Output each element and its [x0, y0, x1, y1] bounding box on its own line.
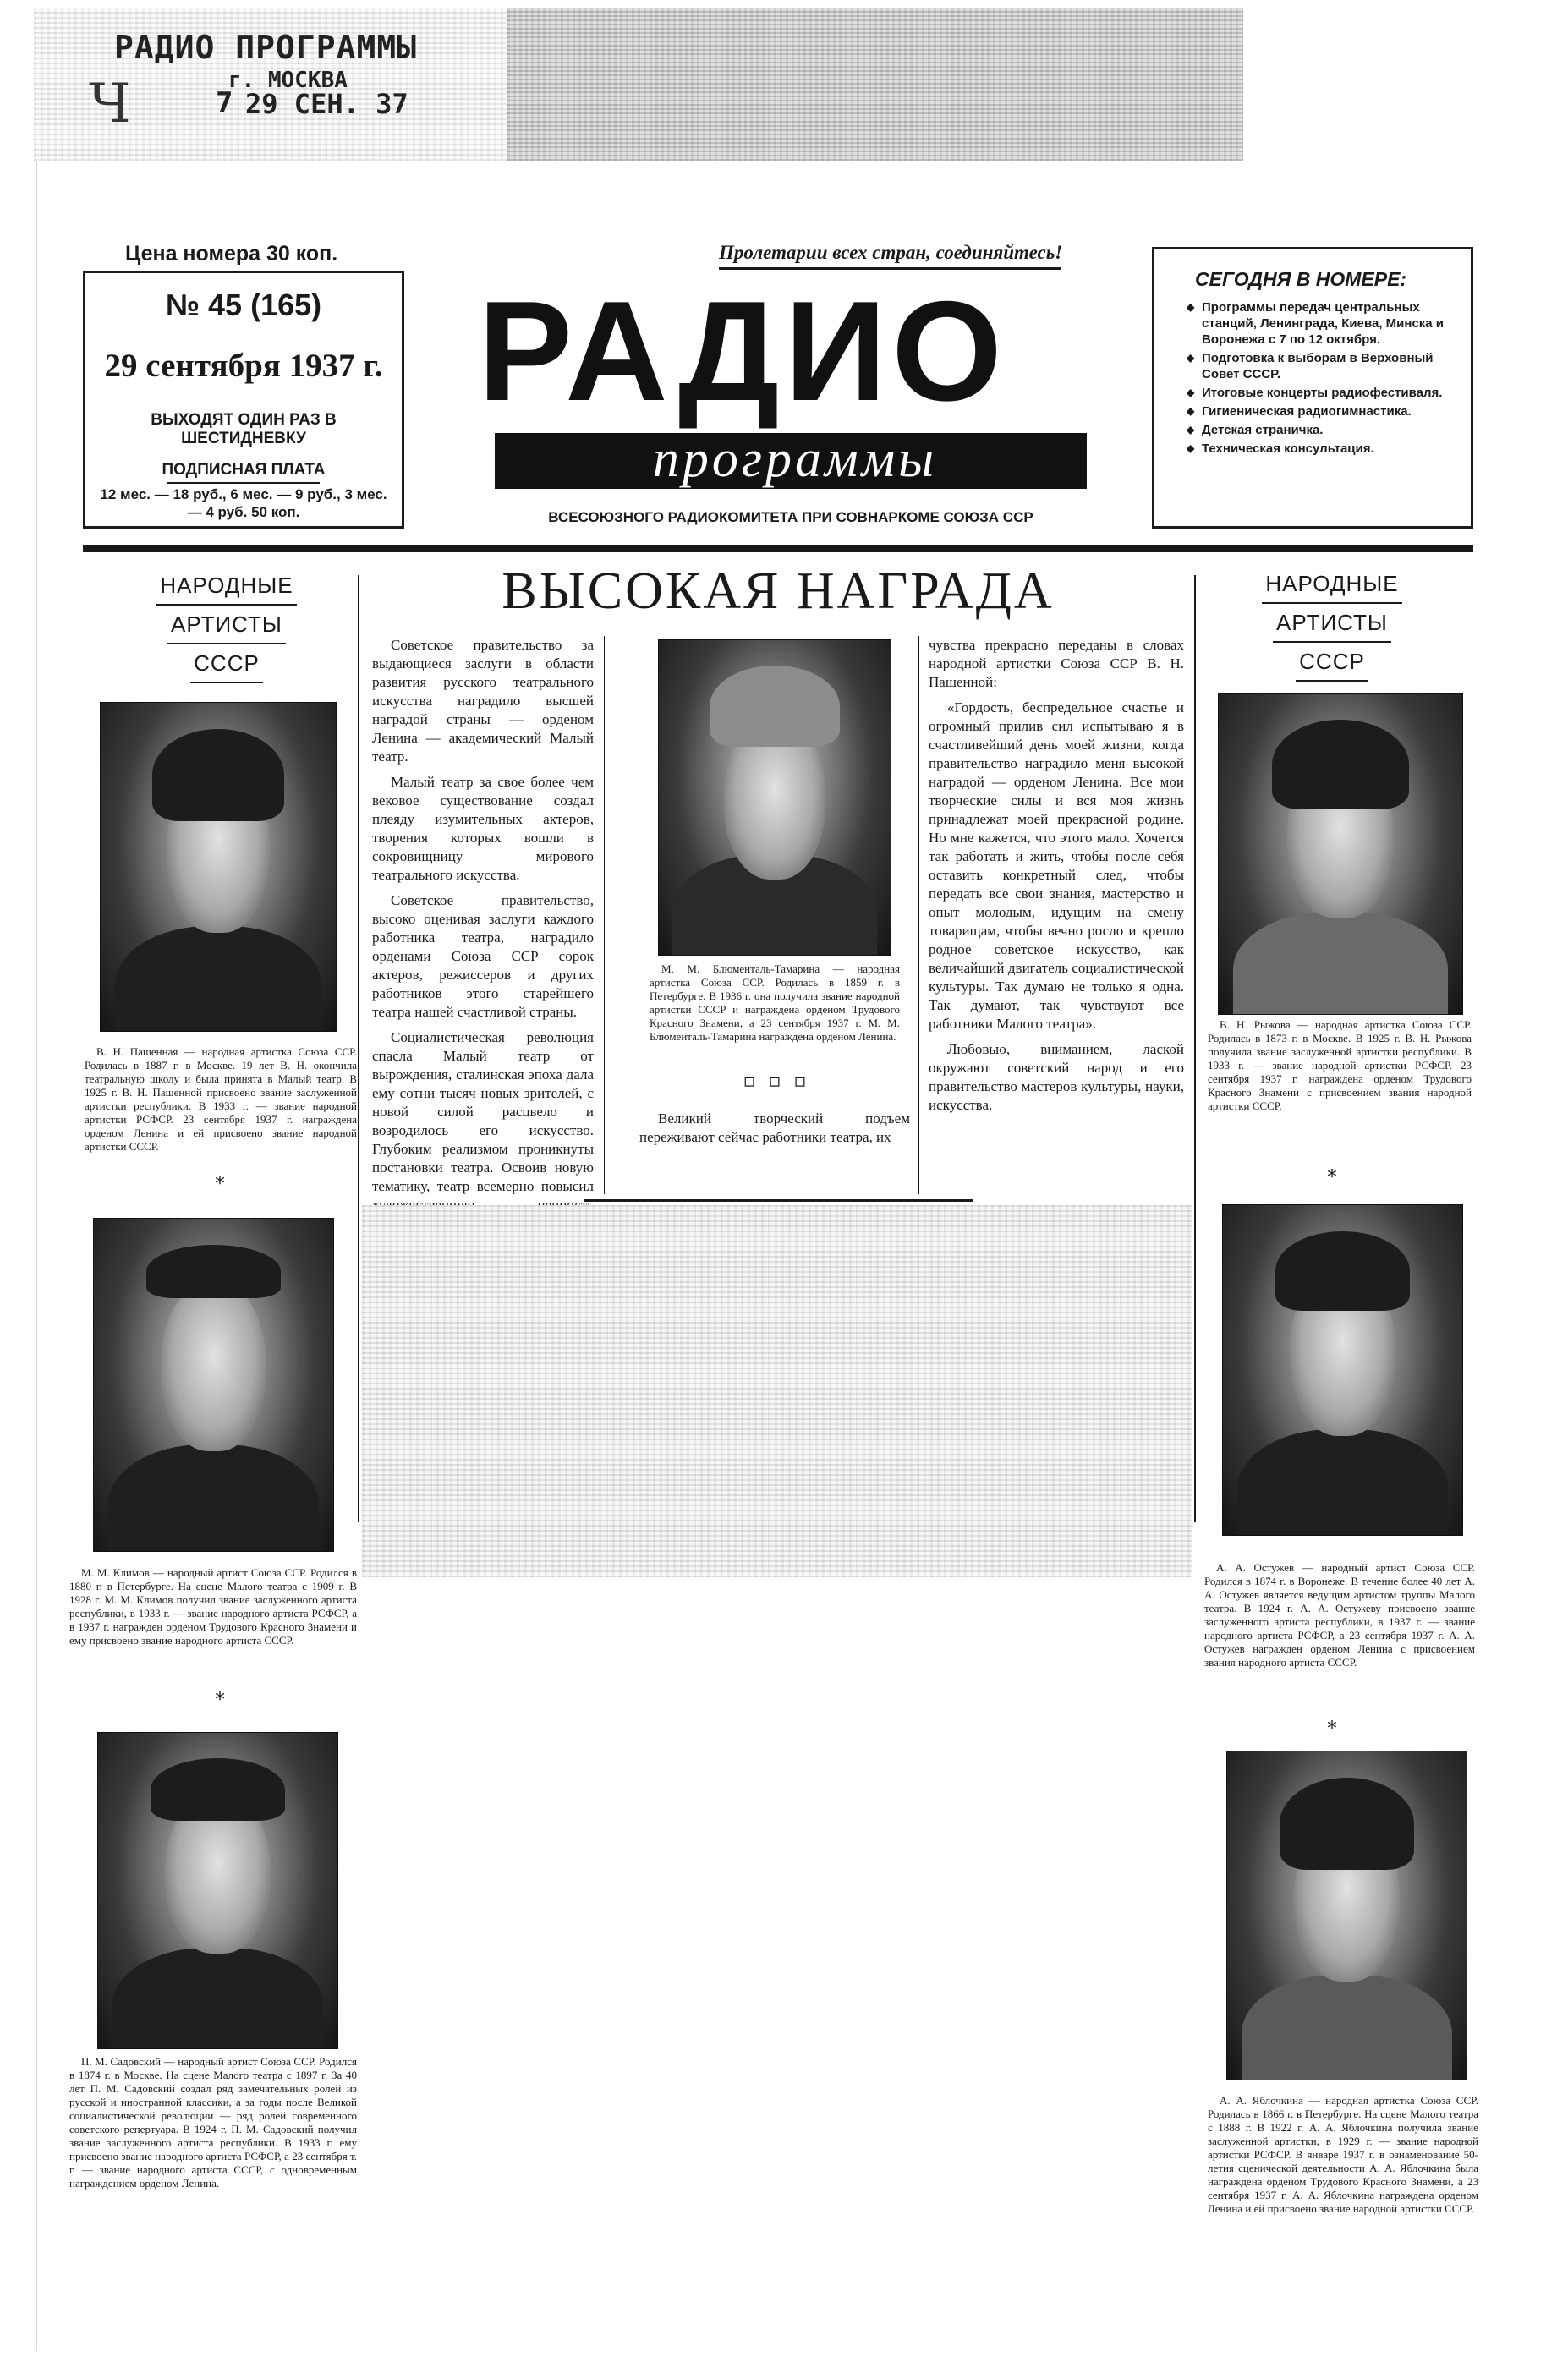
column-rule-left: [358, 575, 359, 1522]
section-label-line: АРТИСТЫ: [167, 606, 286, 644]
article-inner-rule: [918, 636, 919, 1194]
caption-ryzhova: [1208, 1018, 1472, 1113]
article-paragraph: «Гордость, беспредельное счастье и огромный прилив сил испытываю я в счастливейший день моей жизни, когда правительство наградило меня высокой наградой — орденом Ленина. Все мои творческие силы и вся моя жизнь принадлежат моей прекрасной родине. Но мне кажется, что этого мало. Хочется так работать и жить, чтобы после себя оставить конкретный след, чтобы передать все свои знания, мастерство и опыт молодым, идущим на смену товарищам, чтобы вечно росло и крепло родное советское искусство, как величайший двигатель социалистической культуры. Так думаю не только я одна. Так думают, так чувствуют все работники Малого театра».: [929, 699, 1184, 1032]
portrait-photo-pashennaya: [100, 702, 337, 1032]
subscription-terms: 12 мес. — 18 руб., 6 мес. — 9 руб., 3 мес. — 4 руб. 50 коп.: [100, 486, 387, 520]
in-this-issue-title: СЕГОДНЯ В НОМЕРЕ:: [1195, 268, 1407, 290]
caption-text: П. М. Садовский — народный артист Союза ССР. Родился в 1874 г. в Москве. На сцене Малого театра с 1897 г. За 40 лет П. М. Садовский создал ряд замечательных ролей из русской и иностранной классики, а за годы после Великой социалистической революции — ряд ролей современного советского репертуара. В 1924 г. П. М. Садовский получил звание заслуженного артиста республики. В 1933 г. ему присвоено звание народного артиста РСФСР, а 23 сентября т. г. — звание народного артиста СССР, с одновременным награждением орденом Ленина.: [69, 2055, 357, 2190]
slogan: Пролетарии всех стран, соединяйтесь!: [719, 242, 1063, 263]
article-column-3: [929, 636, 1184, 1121]
logo-radio: РАДИО: [478, 271, 1007, 430]
caption-text: В. Н. Рыжова — народная артистка Союза ССР. Родилась в 1873 г. в Москве. В 1925 г. В. Н. Рыжова получила звание заслуженной артистки республики. В 1933 г. — звание народной артистки РСФСР. 23 сентября 1937 г. награждена орденом Трудового Красного Знамени с присвоением звания народной артистки СССР.: [1208, 1018, 1472, 1112]
logo-programmy: программы: [652, 430, 938, 488]
stamp-num-fragment: 7: [216, 86, 233, 120]
issue-date: 29 сентября 1937 г.: [104, 348, 383, 384]
caption-yablochkina: [1208, 2094, 1478, 2216]
portrait-photo-ostuzhev: [1222, 1204, 1463, 1536]
caption-text: А. А. Яблочкина — народная артистка Союза ССР. Родилась в 1866 г. в Петербурге. На сцене Малого театра с 1888 г. В 1922 г. А. А. Яблочкина получила звание заслуженной артистки, в 1929 г. — звание народной артистки РСФСР. В январе 1937 г. в ознаменование 50-летия сценической деятельности А. А. Яблочкина была награждена орденом Трудового Красного Знамени, а 23 сентября 1937 г. А. А. Яблочкина награждена орденом Ленина и ей присвоено звание народной артистки СССР.: [1208, 2094, 1478, 2215]
article-paragraph: Социалистическая революция спасла Малый театр от вырождения, сталинская эпоха дала ему сотни тысяч новых зрителей, с новой силой расцвело и возродилось его искусство. Глубоким реализмом проникнуты постановки театра. Освоив новую тематику, театр всемерно повысил: [372, 1029, 594, 1194]
article-column-1: [372, 636, 594, 1296]
stamp-handwritten-mark: Ч: [89, 73, 131, 135]
article-paragraph: Советское правительство, высоко оценивая заслуги каждого работника театра, наградило орденами Союза ССР сорок актеров, режиссеров и других работников этого старейшего театра нашей счастливой страны.: [372, 892, 594, 1020]
page-edge: [36, 161, 37, 2351]
column-rule-right: [1194, 575, 1196, 1522]
publisher: ВСЕСОЮЗНОГО РАДИОКОМИТЕТА ПРИ СОВНАРКОМЕ СОЮЗА ССР: [548, 509, 1033, 525]
separator-star: *: [1327, 1167, 1337, 1188]
portrait-photo-klimov: [93, 1218, 334, 1552]
caption-text: М. М. Блюменталь-Тамарина — народная артистка Союза ССР. Родилась в 1859 г. в Петербурге. В 1936 г. она получила звание народной артистки СССР и награждена орденом Трудового Красного Знамени, а 23 сентября 1937 г. М. М. Блюменталь-Тамарина награждена орденом Ленина.: [650, 962, 900, 1043]
slogan-rule: [719, 267, 1061, 270]
section-label-line: НАРОДНЫЕ: [1262, 565, 1401, 604]
article-end-rule: [584, 1199, 973, 1202]
article-paragraph: Любовью, вниманием, лаской окружают советский народ и его правительство мастеров культуры, науки, искусства.: [929, 1041, 1184, 1113]
section-label-line: НАРОДНЫЕ: [156, 567, 296, 606]
article-inner-rule: [604, 636, 605, 1194]
masthead-rule: [83, 545, 1473, 552]
issue-frequency: ВЫХОДЯТ ОДИН РАЗ В ШЕСТИДНЕВКУ: [151, 411, 337, 447]
in-this-issue-item: ◆ Итоговые концерты радиофестиваля.: [1187, 385, 1456, 401]
separator-star: *: [215, 1690, 225, 1711]
article-column-2: [639, 1110, 910, 1154]
portrait-photo-sadovsky: [97, 1732, 338, 2049]
article-ornament: ▫ ▫ ▫: [743, 1071, 810, 1092]
caption-pashennaya: [85, 1045, 357, 1154]
caption-text: А. А. Остужев — народный артист Союза ССР. Родился в 1874 г. в Воронеже. В течение более 40 лет А. А. Остужев является ведущим артистом труппы Малого театра. В 1924 г. А. А. Остужеву присвоено звание заслуженного артиста республики, в 1937 г. — звание народного артиста РСФСР, а 23 сентября 1937 г. А. А. Остужев награжден орденом Ленина с присвоением звания народного артиста СССР.: [1204, 1561, 1475, 1669]
article-paragraph: Малый театр за свое более чем вековое существование создал плеяду изумительных актеров, творения которых вошли в сокровищницу мирового театрального искусства.: [372, 774, 594, 883]
caption-text: В. Н. Пашенная — народная артистка Союза ССР. Родилась в 1887 г. в Москве. 19 лет В. Н. окончила театральную школу и была принята в Малый театр. В 1925 г. В. Н. Пашенной присвоено звание заслуженной артистки республики. В 1933 г. — звание народной артистки РСФСР. 23 сентября 1937 г. награждена орденом Ленина и ей присвоено звание народной артистки СССР.: [85, 1045, 357, 1153]
caption-sadovsky: [69, 2055, 357, 2190]
stamp-title: РАДИО ПРОГРАММЫ: [114, 29, 418, 66]
subscription-rule: [167, 482, 320, 484]
in-this-issue-box: [1152, 247, 1473, 529]
portrait-photo-ryzhova: [1218, 693, 1463, 1015]
in-this-issue-item: ◆ Подготовка к выборам в Верховный Совет СССР.: [1187, 350, 1456, 382]
section-label-line: АРТИСТЫ: [1273, 604, 1391, 643]
caption-text: М. М. Климов — народный артист Союза ССР. Родился в 1880 г. в Петербурге. На сцене Малого театра с 1909 г. В 1928 г. М. М. Климов получил звание заслуженного артиста республики, в 1933 г. — звание народного артиста РСФСР, а в 1937 г. награжден орденом Трудового Красного Знамени и ему присвоено звание народного артиста СССР.: [69, 1566, 357, 1647]
subscription-title: ПОДПИСНАЯ ПЛАТА: [162, 461, 326, 479]
separator-star: *: [1327, 1718, 1337, 1740]
in-this-issue-list: [1187, 299, 1456, 457]
article-headline: ВЫСОКАЯ НАГРАДА: [502, 562, 1055, 620]
article-paragraph: Советское правительство за выдающиеся заслуги в области развития русского театрального искусства наградило высшей наградой страны — орденом Ленина — академический Малый театр.: [372, 637, 594, 765]
stamp-city: г. МОСКВА: [228, 68, 348, 93]
section-label-left: [100, 567, 354, 683]
article-paragraph: Великий творческий подъем переживают сейчас работники театра, их: [639, 1110, 910, 1145]
issue-price: Цена номера 30 коп.: [125, 242, 338, 266]
issue-number: № 45 (165): [165, 288, 322, 322]
separator-star: *: [215, 1174, 225, 1195]
section-label-line: СССР: [190, 644, 263, 683]
section-label-right: [1205, 565, 1459, 682]
portrait-photo-blyumental-tamarina: [658, 639, 891, 956]
in-this-issue-item: ◆ Программы передач центральных станций, Ленинграда, Киева, Минска и Воронежа с 7 по 12 октября.: [1187, 299, 1456, 348]
in-this-issue-item: ◆ Техническая консультация.: [1187, 441, 1456, 457]
in-this-issue-item: ◆ Детская страничка.: [1187, 422, 1456, 438]
caption-klimov: [69, 1566, 357, 1647]
stamp-date: 29 СЕН. 37: [245, 88, 408, 120]
article-paragraph: чувства прекрасно переданы в словах народной артистки Союза ССР В. Н. Пашенной:: [929, 637, 1184, 690]
section-label-line: СССР: [1296, 643, 1368, 682]
caption-blyumental-tamarina: [650, 962, 900, 1044]
caption-ostuzhev: [1204, 1561, 1475, 1669]
scan-noise-area: [362, 1205, 1192, 1577]
portrait-photo-yablochkina: [1226, 1751, 1467, 2080]
in-this-issue-item: ◆ Гигиеническая радиогимнастика.: [1187, 403, 1456, 419]
